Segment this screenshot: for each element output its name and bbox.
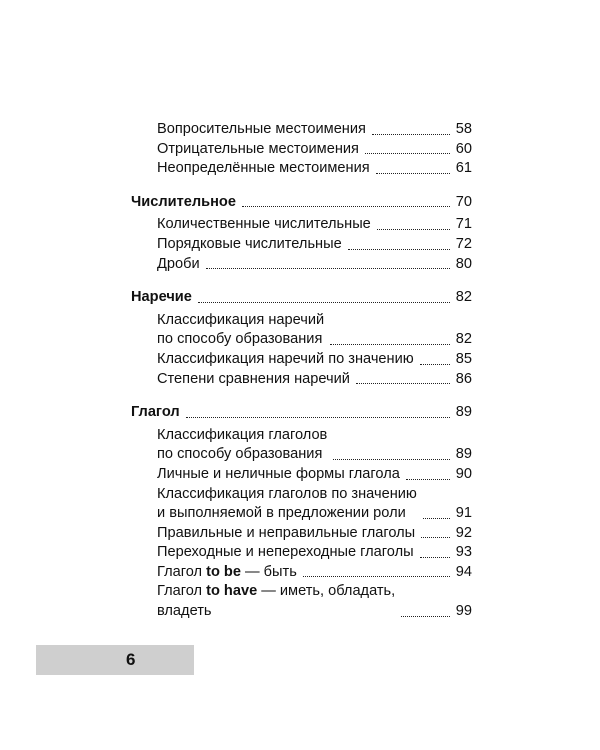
toc-entry[interactable] xyxy=(131,140,472,160)
toc-entry[interactable] xyxy=(131,543,472,563)
dot-leader xyxy=(198,302,450,303)
toc-entry-page: 99 xyxy=(455,603,472,620)
toc-entry[interactable] xyxy=(131,465,472,485)
dot-leader xyxy=(421,537,450,538)
toc-entry-title: Классификация наречий по значению xyxy=(157,350,414,367)
toc-section-verb xyxy=(131,403,472,622)
toc-heading[interactable] xyxy=(131,193,472,213)
toc-entry-page: 91 xyxy=(455,505,472,522)
toc-entry-title: Дроби xyxy=(157,255,200,272)
toc-section-pronouns xyxy=(131,120,472,179)
toc-entry-suffix: — иметь, обладать, xyxy=(257,583,396,600)
toc-entry-title xyxy=(157,426,327,465)
toc-entry-line1: Классификация глаголов по значению xyxy=(157,485,417,502)
toc-heading-title: Числительное xyxy=(131,193,236,210)
toc-entry-prefix: Глагол xyxy=(157,583,207,600)
dot-leader xyxy=(420,557,450,558)
toc-entry[interactable] xyxy=(131,255,472,275)
toc-entry-line1: Классификация глаголов xyxy=(157,426,328,443)
toc-entry-line1: Классификация наречий xyxy=(157,311,325,328)
dot-leader xyxy=(206,268,450,269)
toc-entry-page: 89 xyxy=(455,446,472,463)
toc-entry-page: 80 xyxy=(455,255,472,272)
dot-leader xyxy=(348,249,450,250)
toc-entry[interactable] xyxy=(131,159,472,179)
dot-leader xyxy=(372,134,450,135)
toc-entry[interactable] xyxy=(131,350,472,370)
toc-entry-prefix: Глагол xyxy=(157,563,207,580)
toc-entry[interactable] xyxy=(131,426,472,465)
dot-leader xyxy=(406,479,450,480)
page-number: 6 xyxy=(126,650,136,669)
toc-entry-line2: владеть xyxy=(157,603,212,620)
toc-entry[interactable] xyxy=(131,485,472,524)
toc-entry[interactable] xyxy=(131,582,472,621)
toc-entry-line2: и выполняемой в предложении роли xyxy=(157,505,406,522)
toc-entry-title: Количественные числительные xyxy=(157,216,371,233)
toc-entry-title: Переходные и непереходные глаголы xyxy=(157,544,414,561)
toc-entry-page: 90 xyxy=(455,465,472,482)
dot-leader xyxy=(420,364,450,365)
toc-entry-title: Правильные и неправильные глаголы xyxy=(157,524,416,541)
toc-entry[interactable] xyxy=(131,370,472,390)
dot-leader xyxy=(423,518,450,519)
toc-entry-title xyxy=(157,563,297,583)
footer-page-bar xyxy=(36,645,194,675)
toc-entry-page: 58 xyxy=(455,121,472,137)
toc-heading[interactable] xyxy=(131,403,472,423)
toc-entry-line2: по способу образования xyxy=(157,331,323,348)
toc-entry-title: Порядковые числительные xyxy=(157,235,342,252)
toc-entry-page: 85 xyxy=(455,350,472,367)
toc-entry[interactable] xyxy=(131,215,472,235)
dot-leader xyxy=(242,206,450,207)
toc-heading-title: Наречие xyxy=(131,289,192,306)
toc-heading-title: Глагол xyxy=(131,404,180,421)
toc-entry[interactable] xyxy=(131,311,472,350)
dot-leader xyxy=(356,383,450,384)
dot-leader xyxy=(401,616,450,617)
toc-heading-page: 89 xyxy=(455,404,472,421)
toc-section-numeral xyxy=(131,193,472,274)
toc-entry-title: Вопросительные местоимения xyxy=(157,121,366,137)
toc-entry-bold-term: to have xyxy=(206,583,258,600)
toc-entry-line2: по способу образования xyxy=(157,446,323,463)
toc-entry-page: 86 xyxy=(455,370,472,387)
toc-section-adverb xyxy=(131,288,472,389)
toc-entry-page: 82 xyxy=(455,331,472,348)
toc-entry-page: 71 xyxy=(455,216,472,233)
dot-leader xyxy=(376,173,450,174)
toc-entry-page: 93 xyxy=(455,544,472,561)
toc-entry[interactable] xyxy=(131,120,472,140)
toc-entry-page: 94 xyxy=(455,563,472,580)
dot-leader xyxy=(186,417,450,418)
toc-heading[interactable] xyxy=(131,288,472,308)
table-of-contents xyxy=(131,120,472,636)
toc-heading-page: 70 xyxy=(455,193,472,210)
toc-heading-page: 82 xyxy=(455,289,472,306)
toc-entry[interactable] xyxy=(131,524,472,544)
dot-leader xyxy=(333,459,449,460)
toc-entry[interactable] xyxy=(131,563,472,583)
toc-entry-title: Отрицательные местоимения xyxy=(157,140,359,157)
toc-entry[interactable] xyxy=(131,235,472,255)
toc-entry-title xyxy=(157,485,417,524)
toc-entry-page: 72 xyxy=(455,235,472,252)
toc-entry-page: 60 xyxy=(455,140,472,157)
toc-entry-title: Неопределённые местоимения xyxy=(157,160,370,177)
dot-leader xyxy=(377,229,450,230)
toc-entry-line1 xyxy=(157,582,395,602)
toc-entry-title: Личные и неличные формы глагола xyxy=(157,465,400,482)
toc-entry-title xyxy=(157,311,324,350)
toc-entry-page: 92 xyxy=(455,524,472,541)
dot-leader xyxy=(365,153,450,154)
dot-leader xyxy=(303,576,450,577)
dot-leader xyxy=(330,344,450,345)
toc-entry-suffix: — быть xyxy=(240,563,297,580)
toc-entry-title: Степени сравнения наречий xyxy=(157,370,350,387)
toc-entry-page: 61 xyxy=(455,160,472,177)
toc-entry-bold-term: to be xyxy=(206,563,241,580)
toc-entry-title xyxy=(157,582,395,621)
